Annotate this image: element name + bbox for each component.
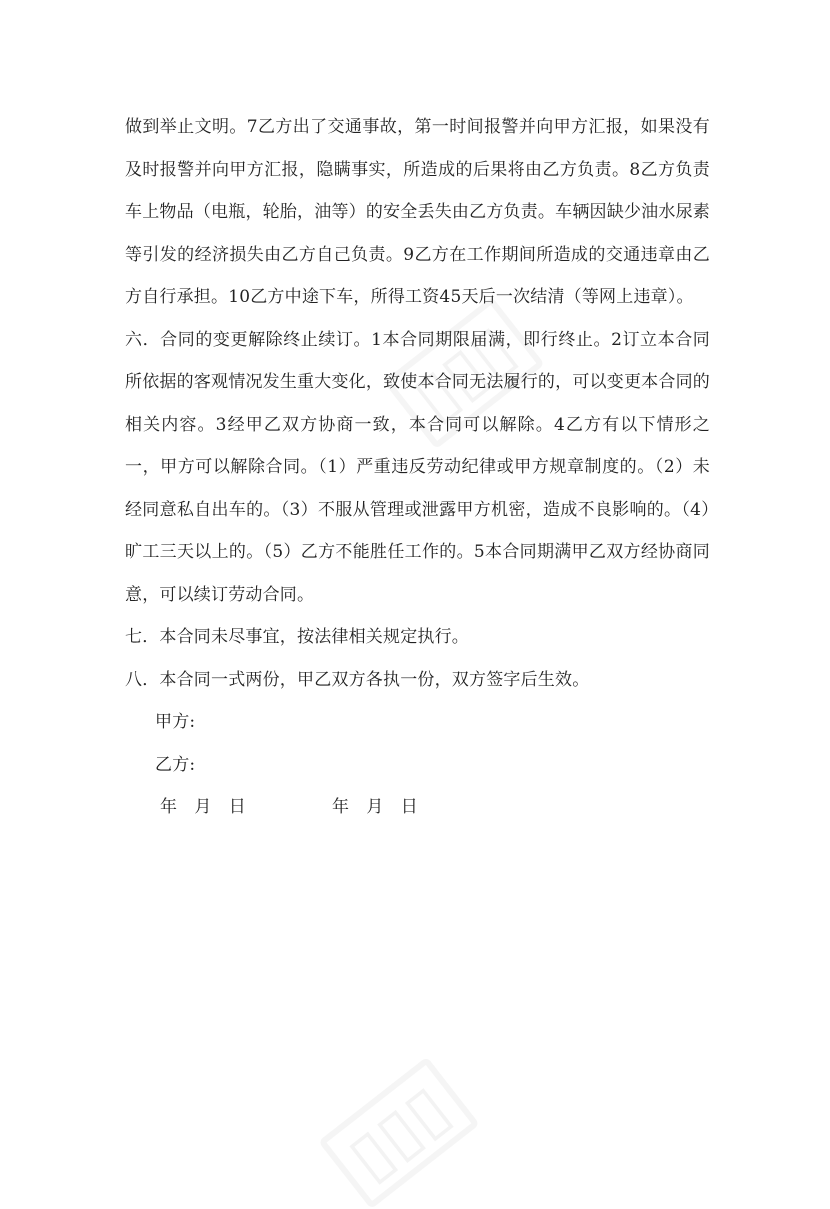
paragraph-clause-seven: 七．本合同未尽事宜，按法律相关规定执行。 bbox=[125, 627, 469, 647]
watermark-logo: ▯▯▯ bbox=[383, 297, 544, 450]
party-b-signature-label: 乙方: bbox=[155, 754, 196, 775]
party-a-signature-label: 甲方: bbox=[155, 712, 196, 732]
watermark-logo: ▯▯▯ bbox=[318, 1057, 479, 1209]
date-right: 年 月 日 bbox=[332, 797, 418, 817]
date-left: 年 月 日 bbox=[160, 797, 246, 817]
paragraph-clause-five-continued: 做到举止文明。7乙方出了交通事故，第一时间报警并向甲方汇报，如果没有及时报警并向甲方汇报，隐瞒事实，所造成的后果将由乙方负责。8乙方负责车上物品（电瓶，轮胎，油等）的安全丢失由乙方负责。车辆因缺少油水尿素等引发的经济损失由乙方自己负责。9乙方在工作期间所造成的交通违章由乙方自行承担。10乙方中途下车，所得工资45天后一次结清（等网上违章）。 bbox=[125, 117, 710, 307]
signature-date-row bbox=[125, 786, 710, 829]
paragraph-clause-eight: 八．本合同一式两份，甲乙双方各执一份，双方签字后生效。 bbox=[125, 669, 590, 690]
contract-body bbox=[125, 106, 710, 829]
paragraph-clause-six: 六．合同的变更解除终止续订。1本合同期限届满，即行终止。2订立本合同所依据的客观情况发生重大变化，致使本合同无法履行的，可以变更本合同的相关内容。3经甲乙双方协商一致，本合同可以解除。4乙方有以下情形之一，甲方可以解除合同。（1）严重违反劳动纪律或甲方规章制度的。（2）未经同意私自出车的。（3）不服从管理或泄露甲方机密，造成不良影响的。（4）旷工三天以上的。（5）乙方不能胜任工作的。5本合同期满甲乙双方经协商同意，可以续订劳动合同。 bbox=[125, 329, 710, 605]
